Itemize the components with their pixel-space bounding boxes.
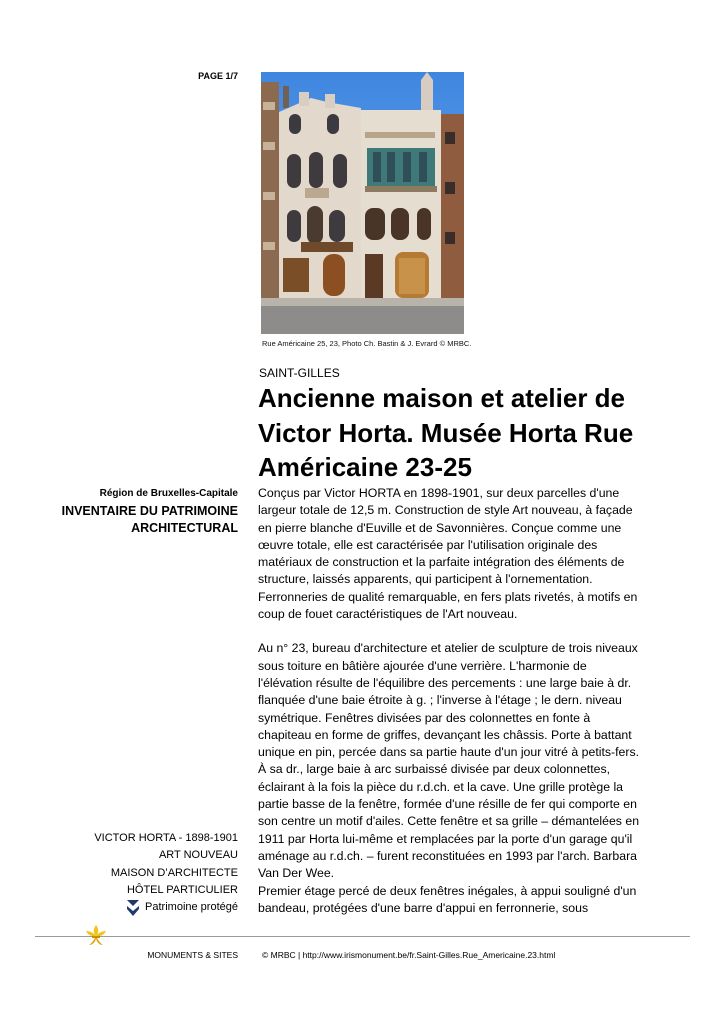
description	[258, 485, 643, 917]
paragraph-2: Au n° 23, bureau d'architecture et atelier de sculpture de trois niveaux sous toiture en bâtière ajourée d'une verrière. L'harmonie de l'élévation résulte de l'équilibre des percements : une large baie à dr. flanquée d'une baie étroite à g. ; l'inverse à l'étage ; le dern. niveau symétrique. Fenêtres divisées par des colonnettes en fonte à chapiteau en forme de griffes, devançant les châssis. Porte à battant unique en pin, percée dans sa partie haute d'un jour vitré à petits-fers. À sa dr., large baie à arc surbaissé divisée par deux colonnettes, éclairant à la fois la pièce du r.d.ch. et la cave. Une grille protège la partie basse de la fenêtre, formée d'une résille de fer qui comporte en son centre un motif d'ailes. Cette fenêtre et sa grille – démantelées en 1911 par Horta lui-même et remplacées par la porte d'un garage qu'il aménage au r.d.ch. – furent reconstituées en 1993 par l'arch. Barbara Van Der Wee.	[258, 641, 640, 881]
paragraph-3: Premier étage percé de deux fenêtres inégales, à appui souligné d'un bandeau, protégées d'une barre d'appui en ferronnerie, sous	[258, 883, 637, 915]
facade-illustration	[261, 72, 464, 334]
meta-architect: VICTOR HORTA - 1898-1901	[94, 832, 238, 844]
protected-heritage-icon	[127, 900, 139, 916]
metadata-list	[94, 830, 238, 916]
page-label: PAGE 1/7	[198, 71, 238, 81]
facade-photo	[261, 72, 464, 334]
footer-brand: MONUMENTS & SITES	[147, 950, 238, 960]
photo-caption: Rue Américaine 25, 23, Photo Ch. Bastin & J. Evrard © MRBC.	[262, 339, 472, 348]
meta-typology: HÔTEL PARTICULIER	[126, 883, 238, 896]
region-label: Région de Bruxelles-Capitale	[99, 488, 238, 499]
iris-logo-icon	[83, 923, 109, 949]
meta-type: MAISON D’ARCHITECTE	[110, 866, 238, 879]
inventory-title: INVENTAIRE DU PATRIMOINE ARCHITECTURAL	[61, 504, 238, 535]
page-title: Ancienne maison et atelier de Victor Horta. Musée Horta Rue Américaine 23-25	[258, 383, 634, 482]
protected-heritage	[94, 899, 238, 916]
footer-link[interactable]: © MRBC | http://www.irismonument.be/fr.Saint-Gilles.Rue_Americaine.23.html	[262, 950, 556, 960]
footer-divider	[35, 936, 690, 937]
district: SAINT-GILLES	[259, 366, 340, 380]
paragraph-1: Conçus par Victor HORTA en 1898-1901, sur deux parcelles d'une largeur totale de 12,5 m. Construction de style Art nouveau, à façade en pierre blanche d'Euville et de Savonnières. Conçue comme une œuvre totale, elle est caractérisée par l'utilisation originale des matériaux de construction et la parfaite intégration des éléments de structure, laissés apparents, qui participent à l'ornementation. Ferronneries de qualité remarquable, en fers plats rivetés, à motifs en coup de fouet caractéristiques de l'Art nouveau.	[258, 486, 638, 622]
meta-style: ART NOUVEAU	[158, 849, 238, 862]
protected-heritage-label: Patrimoine protégé	[145, 901, 238, 914]
